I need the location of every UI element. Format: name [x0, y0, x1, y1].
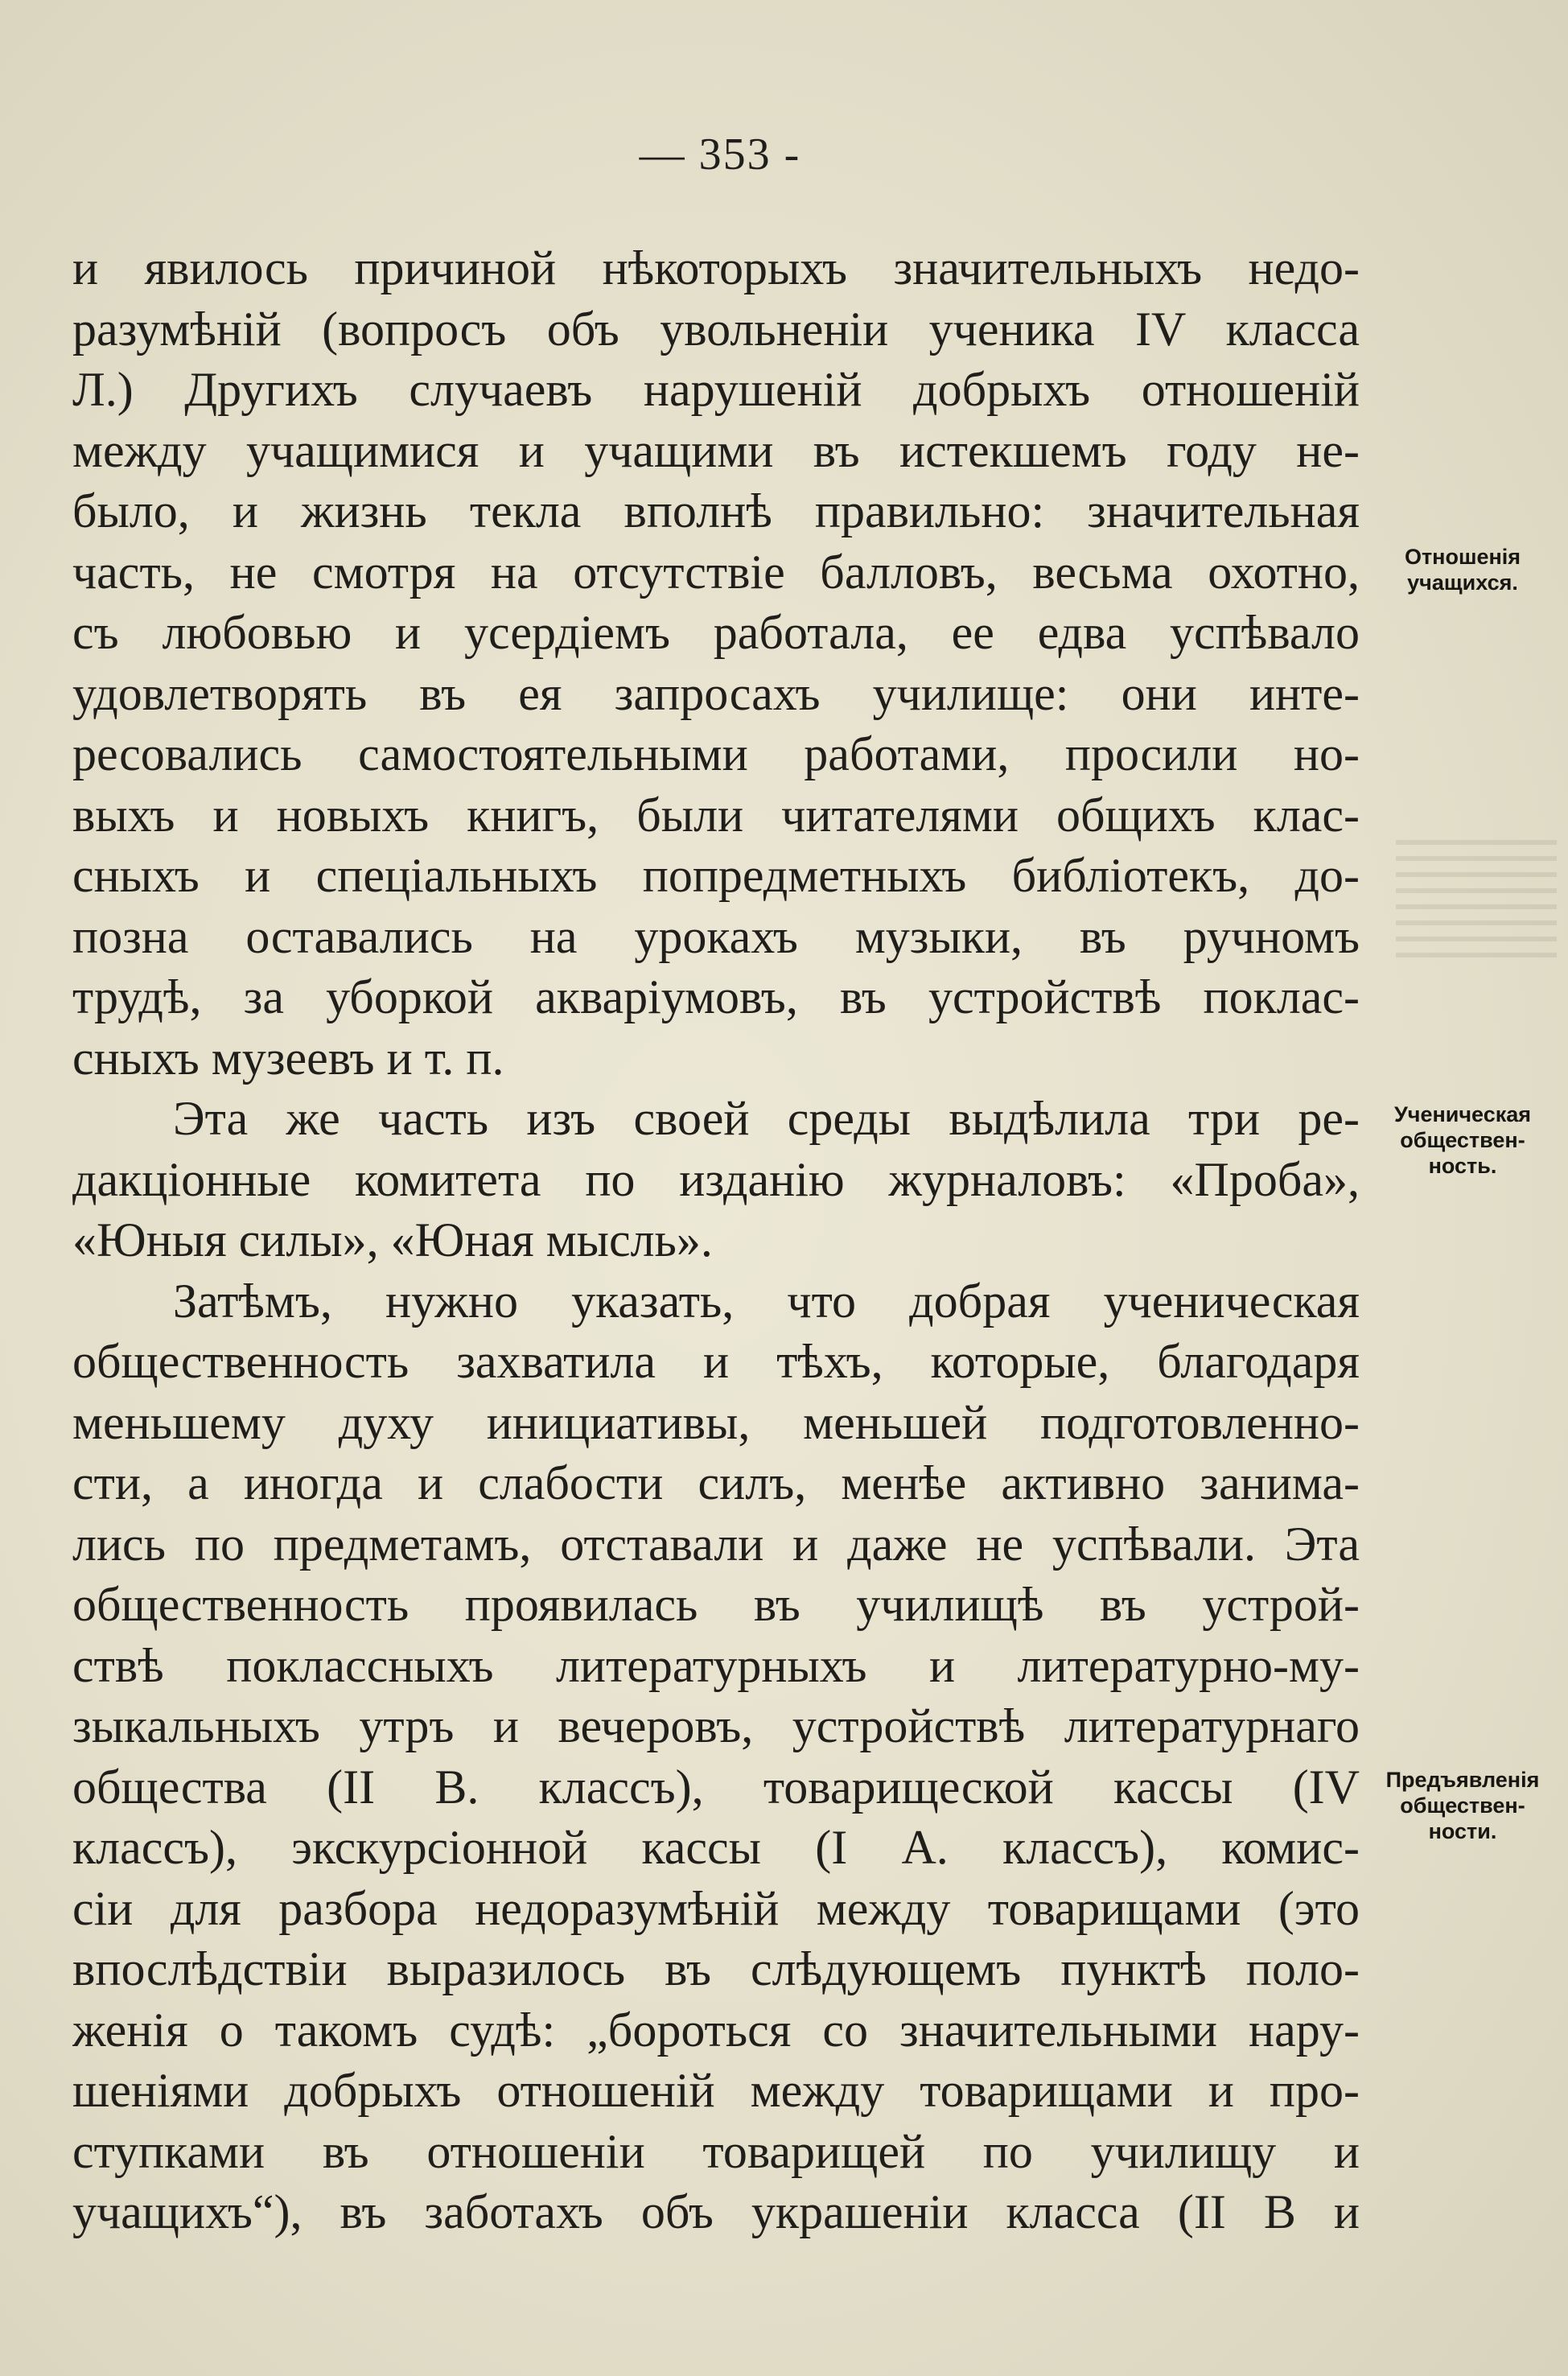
margin-note-line: обществен- — [1400, 1128, 1525, 1152]
text-line: общественность захватила и тѣхъ, которые, благодаря — [72, 1335, 1360, 1388]
margin-note-line: Предъявленія — [1385, 1768, 1540, 1792]
text-line: женія о такомъ судѣ: „бороться со значительными нару- — [72, 2003, 1360, 2057]
text-line: сти, а иногда и слабости силъ, менѣе активно занима- — [72, 1456, 1360, 1509]
paragraph-first-line: Эта же часть изъ своей среды выдѣлила три ре- — [173, 1092, 1360, 1145]
margin-note-line: ность. — [1428, 1154, 1497, 1178]
text-line: удовлетворять въ ея запросахъ училище: они инте- — [72, 666, 1360, 720]
text-line: разумѣній (вопросъ объ увольненіи ученика IV класса — [72, 302, 1360, 356]
body-text — [72, 238, 1360, 2243]
text-line: сныхъ и спеціальныхъ попредметныхъ библіотекъ, до- — [72, 849, 1360, 902]
margin-note-line: учащихся. — [1407, 570, 1518, 595]
text-line: ствѣ поклассныхъ литературныхъ и литературно-му- — [72, 1638, 1360, 1692]
show-through-text — [1396, 829, 1557, 966]
text-line: позна оставались на урокахъ музыки, въ ручномъ — [72, 909, 1360, 963]
text-line: классъ), экскурсіонной кассы (I А. классъ), комис- — [72, 1821, 1360, 1874]
margin-note-community-demands — [1374, 1767, 1551, 1844]
text-line: дакціонные комитета по изданію журналовъ: «Проба», — [72, 1152, 1360, 1206]
text-line: меньшему духу инициативы, меньшей подготовленно- — [72, 1395, 1360, 1449]
text-line: сныхъ музеевъ и т. п. — [72, 1031, 504, 1085]
text-line: ресовались самостоятельными работами, просили но- — [72, 727, 1360, 780]
text-line: выхъ и новыхъ книгъ, были читателями общихъ клас- — [72, 788, 1360, 842]
margin-note-line: Отношенія — [1404, 545, 1521, 569]
text-line: было, и жизнь текла вполнѣ правильно: значительная — [72, 484, 1360, 537]
text-line: ступками въ отношеніи товарищей по училищу и — [72, 2124, 1360, 2178]
text-line: шеніями добрыхъ отношеній между товарищами и про- — [72, 2064, 1360, 2117]
text-line: между учащимися и учащими въ истекшемъ году не- — [72, 423, 1360, 477]
text-line: трудѣ, за уборкой акваріумовъ, въ устройствѣ поклас- — [72, 970, 1360, 1023]
text-line: часть, не смотря на отсутствіе балловъ, весьма охотно, — [72, 545, 1360, 599]
text-line: съ любовью и усердіемъ работала, ее едва успѣвало — [72, 606, 1360, 659]
text-line: учащихъ“), въ заботахъ объ украшеніи класса (II В и — [72, 2185, 1360, 2238]
margin-note-line: ности. — [1428, 1819, 1497, 1843]
text-line: Л.) Другихъ случаевъ нарушеній добрыхъ отношеній — [72, 363, 1360, 416]
text-line: и явилось причиной нѣкоторыхъ значительныхъ недо- — [72, 241, 1360, 294]
text-line: общества (II В. классъ), товарищеской кассы (IV — [72, 1760, 1360, 1814]
margin-note-student-community — [1374, 1102, 1551, 1179]
margin-note-line: Ученическая — [1393, 1102, 1532, 1126]
page-number: — 353 - — [639, 130, 801, 179]
margin-note-line: обществен- — [1400, 1793, 1525, 1818]
text-line: зыкальныхъ утръ и вечеровъ, устройствѣ литературнаго — [72, 1699, 1360, 1752]
paragraph-first-line: Затѣмъ, нужно указать, что добрая ученическая — [173, 1274, 1360, 1328]
margin-note-relations — [1374, 544, 1551, 595]
text-line: лись по предметамъ, отставали и даже не успѣвали. Эта — [72, 1517, 1360, 1571]
text-line: «Юныя силы», «Юная мысль». — [72, 1213, 713, 1266]
text-line: впослѣдствіи выразилось въ слѣдующемъ пунктѣ поло- — [72, 1942, 1360, 1995]
text-line: общественность проявилась въ училищѣ въ устрой- — [72, 1578, 1360, 1631]
text-line: сіи для разбора недоразумѣній между товарищами (это — [72, 1881, 1360, 1935]
